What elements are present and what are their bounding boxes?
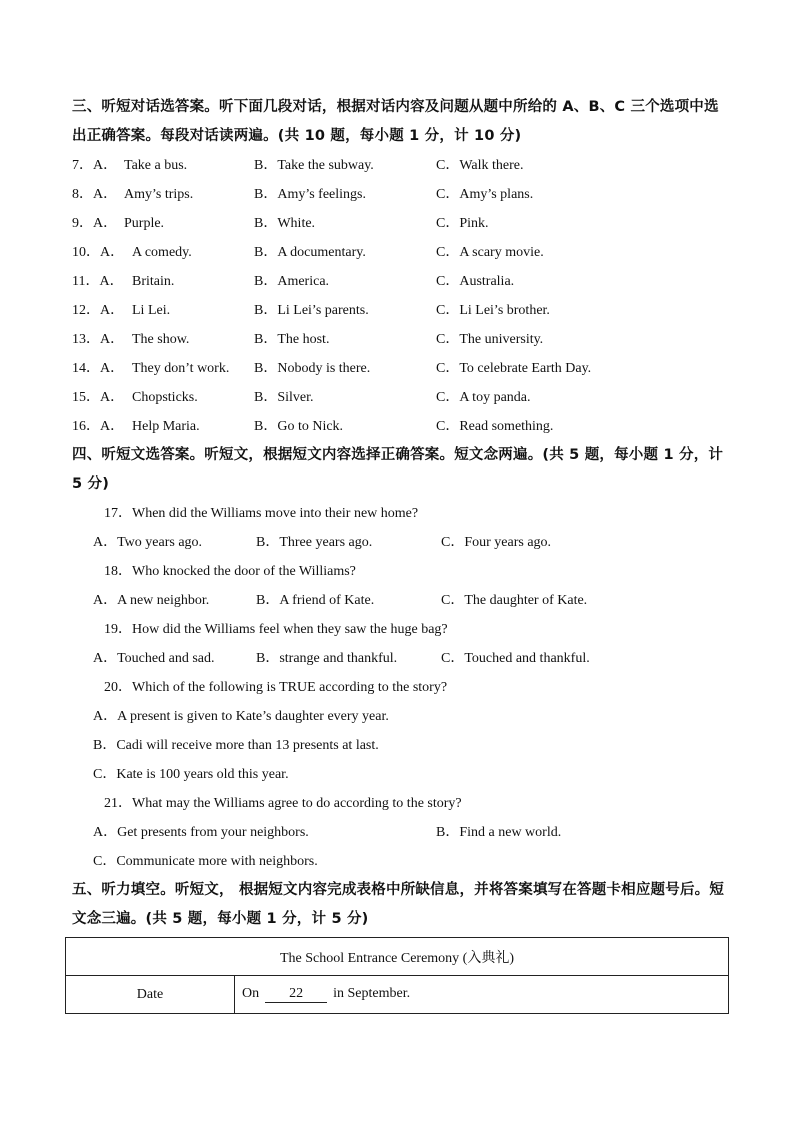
option-a: Britain. — [132, 274, 175, 289]
option-b: B．White. — [254, 216, 316, 231]
section3-row — [72, 354, 732, 383]
section3-row — [72, 296, 732, 325]
section3-row — [72, 383, 732, 412]
section3-row — [72, 180, 732, 209]
q21-option-a: A．Get presents from your neighbors. — [93, 825, 309, 840]
question-number: 10．A． — [72, 245, 125, 260]
question-20: 20．Which of the following is TRUE according to the story? — [104, 680, 448, 695]
section3-row — [72, 325, 732, 354]
question-number: 9．A． — [72, 216, 118, 231]
section3-row — [72, 209, 732, 238]
date-label: Date — [66, 976, 235, 1014]
option-b: B．America. — [254, 274, 330, 289]
option-c: C．Walk there. — [436, 158, 524, 173]
option-a: The show. — [132, 332, 190, 347]
section3-row — [72, 267, 732, 296]
option-b: B．Nobody is there. — [254, 361, 371, 376]
option-a: Chopsticks. — [132, 390, 198, 405]
question-number: 14．A． — [72, 361, 125, 376]
q17-option-c: C．Four years ago. — [441, 535, 552, 550]
section5-title: 五、听力填空。听短文， 根据短文内容完成表格中所缺信息，并将答案填写在答题卡相应题号后。短文念三遍。(共 5 题，每小题 1 分，计 5 分) — [72, 882, 725, 927]
question-number: 12．A． — [72, 303, 125, 318]
ceremony-table — [65, 937, 729, 1014]
option-a: Take a bus. — [124, 158, 188, 173]
date-blank[interactable]: 22 — [265, 986, 327, 1003]
date-prefix: On — [242, 986, 260, 1001]
section3-row — [72, 238, 732, 267]
question-number: 8．A． — [72, 187, 118, 202]
question-18: 18．Who knocked the door of the Williams? — [104, 564, 356, 579]
question-number: 15．A． — [72, 390, 125, 405]
option-b: B．Amy’s feelings. — [254, 187, 366, 202]
q17-option-b: B．Three years ago. — [256, 535, 373, 550]
q21-option-b: B．Find a new world. — [436, 825, 562, 840]
option-c: C．To celebrate Earth Day. — [436, 361, 592, 376]
q18-option-c: C．The daughter of Kate. — [441, 593, 588, 608]
q20-option-c: C．Kate is 100 years old this year. — [93, 767, 289, 782]
date-cell — [235, 976, 729, 1014]
option-a: Amy’s trips. — [124, 187, 194, 202]
q20-option-b: B．Cadi will receive more than 13 presents at last. — [93, 738, 379, 753]
section3-row — [72, 412, 732, 441]
q19-option-c: C．Touched and thankful. — [441, 651, 590, 666]
section4-title: 四、听短文选答案。听短文，根据短文内容选择正确答案。短文念两遍。(共 5 题，每小题 1 分，计 5 分) — [72, 447, 724, 492]
option-a: Help Maria. — [132, 419, 200, 434]
section3-row — [72, 151, 732, 180]
question-number: 13．A． — [72, 332, 125, 347]
question-number: 11．A． — [72, 274, 124, 289]
option-b: B．Silver. — [254, 390, 314, 405]
option-c: C．A toy panda. — [436, 390, 531, 405]
question-19: 19．How did the Williams feel when they saw the huge bag? — [104, 622, 448, 637]
option-c: C．A scary movie. — [436, 245, 544, 260]
option-c: C．The university. — [436, 332, 544, 347]
q21-option-c: C．Communicate more with neighbors. — [93, 854, 318, 869]
question-21: 21．What may the Williams agree to do according to the story? — [104, 796, 462, 811]
q20-option-a: A．A present is given to Kate’s daughter every year. — [93, 709, 389, 724]
q18-option-a: A．A new neighbor. — [93, 593, 210, 608]
option-c: C．Li Lei’s brother. — [436, 303, 550, 318]
option-a: Li Lei. — [132, 303, 171, 318]
q19-option-b: B．strange and thankful. — [256, 651, 398, 666]
option-b: B．The host. — [254, 332, 330, 347]
date-suffix: in September. — [333, 986, 411, 1001]
option-b: B．Li Lei’s parents. — [254, 303, 369, 318]
option-c: C．Australia. — [436, 274, 515, 289]
q17-option-a: A．Two years ago. — [93, 535, 203, 550]
question-number: 16．A． — [72, 419, 125, 434]
option-c: C．Amy’s plans. — [436, 187, 534, 202]
option-b: B．Take the subway. — [254, 158, 374, 173]
option-c: C．Read something. — [436, 419, 554, 434]
q19-option-a: A．Touched and sad. — [93, 651, 215, 666]
table-caption: The School Entrance Ceremony (入典礼) — [66, 938, 729, 976]
option-a: They don’t work. — [132, 361, 230, 376]
question-number: 7．A． — [72, 158, 118, 173]
section3-title: 三、听短对话选答案。听下面几段对话，根据对话内容及问题从题中所给的 A、B、C 三个选项中选出正确答案。每段对话读两遍。(共 10 题，每小题 1 分，计 10 分) — [72, 99, 719, 144]
option-a: Purple. — [124, 216, 165, 231]
option-b: B．Go to Nick. — [254, 419, 344, 434]
option-a: A comedy. — [132, 245, 192, 260]
option-c: C．Pink. — [436, 216, 489, 231]
question-17: 17．When did the Williams move into their new home? — [104, 506, 419, 521]
option-b: B．A documentary. — [254, 245, 366, 260]
q18-option-b: B．A friend of Kate. — [256, 593, 375, 608]
